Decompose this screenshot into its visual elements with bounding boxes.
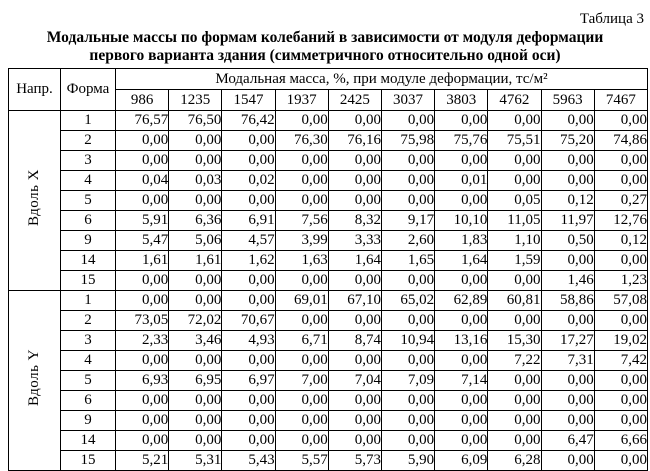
table-row: [9, 331, 648, 351]
table-title-line2: первого варианта здания (симметричного относительно одной оси): [89, 47, 561, 64]
mass-value: 0,05: [488, 191, 541, 211]
mass-value: 0,27: [594, 191, 647, 211]
mass-value: 1,62: [222, 251, 275, 271]
table-row: [9, 371, 648, 391]
mass-value: 0,00: [328, 151, 381, 171]
mass-value: 1,83: [435, 231, 488, 251]
mass-value: 0,00: [169, 391, 222, 411]
form-number: 9: [61, 231, 116, 251]
form-number: 5: [61, 371, 116, 391]
mass-value: 1,64: [435, 251, 488, 271]
mass-value: 17,27: [541, 331, 594, 351]
form-number: 2: [61, 131, 116, 151]
mass-value: 6,09: [435, 451, 488, 471]
mass-value: 0,00: [435, 271, 488, 291]
form-number: 3: [61, 331, 116, 351]
mass-value: 0,00: [328, 411, 381, 431]
mass-value: 76,16: [328, 131, 381, 151]
mass-value: 1,64: [328, 251, 381, 271]
form-number: 2: [61, 311, 116, 331]
mass-value: 65,02: [381, 291, 434, 311]
table-row: [9, 171, 648, 191]
table-row: [9, 311, 648, 331]
mass-value: 0,00: [275, 311, 328, 331]
mass-value: 0,00: [116, 151, 169, 171]
mass-value: 5,06: [169, 231, 222, 251]
mass-value: 0,02: [222, 171, 275, 191]
modulus-header: 4762: [488, 90, 541, 111]
mass-value: 0,00: [488, 431, 541, 451]
mass-value: 60,81: [488, 291, 541, 311]
mass-value: 1,59: [488, 251, 541, 271]
mass-value: 0,00: [116, 291, 169, 311]
form-number: 3: [61, 151, 116, 171]
mass-value: 0,00: [116, 191, 169, 211]
form-number: 9: [61, 411, 116, 431]
form-number: 4: [61, 171, 116, 191]
modulus-header: 1937: [275, 90, 328, 111]
table-row: [9, 291, 648, 311]
mass-value: 1,23: [594, 271, 647, 291]
form-number: 5: [61, 191, 116, 211]
modulus-header: 7467: [594, 90, 647, 111]
direction-label: Вдоль X: [26, 169, 42, 226]
mass-value: 0,00: [381, 171, 434, 191]
mass-value: 1,61: [169, 251, 222, 271]
form-number: 15: [61, 451, 116, 471]
mass-value: 15,30: [488, 331, 541, 351]
mass-value: 5,31: [169, 451, 222, 471]
mass-value: 0,00: [116, 131, 169, 151]
mass-value: 69,01: [275, 291, 328, 311]
direction-label: Вдоль Y: [26, 349, 42, 406]
mass-value: 75,76: [435, 131, 488, 151]
mass-value: 2,60: [381, 231, 434, 251]
mass-value: 0,50: [541, 231, 594, 251]
mass-value: 7,09: [381, 371, 434, 391]
mass-value: 0,00: [541, 111, 594, 131]
mass-value: 0,00: [222, 391, 275, 411]
mass-value: 0,00: [328, 431, 381, 451]
table-caption: Таблица 3: [579, 11, 644, 27]
mass-value: 1,10: [488, 231, 541, 251]
mass-value: 4,57: [222, 231, 275, 251]
mass-value: 7,42: [594, 351, 647, 371]
table-row: [9, 191, 648, 211]
modulus-header: 2425: [328, 90, 381, 111]
mass-value: 0,00: [541, 171, 594, 191]
mass-value: 1,46: [541, 271, 594, 291]
mass-value: 0,00: [594, 311, 647, 331]
mass-value: 3,46: [169, 331, 222, 351]
mass-value: 0,00: [435, 351, 488, 371]
mass-value: 0,00: [169, 351, 222, 371]
table-row: [9, 151, 648, 171]
mass-value: 0,00: [222, 271, 275, 291]
mass-value: 5,57: [275, 451, 328, 471]
mass-value: 0,00: [222, 351, 275, 371]
modal-mass-table: [8, 68, 648, 471]
mass-value: 3,99: [275, 231, 328, 251]
form-number: 1: [61, 111, 116, 131]
mass-value: 0,03: [169, 171, 222, 191]
mass-value: 10,10: [435, 211, 488, 231]
form-number: 14: [61, 251, 116, 271]
mass-value: 0,00: [275, 191, 328, 211]
mass-value: 5,43: [222, 451, 275, 471]
mass-value: 0,00: [169, 411, 222, 431]
mass-value: 0,00: [435, 411, 488, 431]
mass-value: 0,00: [328, 191, 381, 211]
form-number: 1: [61, 291, 116, 311]
mass-value: 73,05: [116, 311, 169, 331]
mass-value: 0,00: [222, 131, 275, 151]
mass-value: 0,00: [116, 271, 169, 291]
mass-value: 11,05: [488, 211, 541, 231]
mass-value: 8,32: [328, 211, 381, 231]
form-number: 14: [61, 431, 116, 451]
mass-value: 70,67: [222, 311, 275, 331]
mass-value: 6,95: [169, 371, 222, 391]
mass-value: 0,00: [222, 411, 275, 431]
mass-value: 0,00: [594, 111, 647, 131]
mass-value: 7,00: [275, 371, 328, 391]
mass-value: 0,00: [541, 391, 594, 411]
mass-value: 0,00: [488, 371, 541, 391]
table-row: [9, 131, 648, 151]
form-number: 6: [61, 211, 116, 231]
mass-value: 6,28: [488, 451, 541, 471]
mass-value: 6,97: [222, 371, 275, 391]
table-body: [9, 111, 648, 471]
mass-value: 0,00: [541, 451, 594, 471]
mass-value: 0,00: [594, 171, 647, 191]
mass-value: 0,00: [381, 191, 434, 211]
modulus-header: 3803: [435, 90, 488, 111]
mass-value: 0,00: [275, 111, 328, 131]
mass-value: 0,00: [381, 431, 434, 451]
mass-value: 62,89: [435, 291, 488, 311]
mass-value: 0,00: [488, 171, 541, 191]
mass-value: 0,00: [275, 271, 328, 291]
mass-value: 8,74: [328, 331, 381, 351]
mass-value: 6,36: [169, 211, 222, 231]
mass-value: 12,76: [594, 211, 647, 231]
mass-value: 0,00: [488, 311, 541, 331]
mass-value: 0,00: [222, 151, 275, 171]
mass-value: 11,97: [541, 211, 594, 231]
mass-value: 0,00: [435, 391, 488, 411]
table-row: [9, 411, 648, 431]
mass-value: 57,08: [594, 291, 647, 311]
mass-value: 0,00: [488, 411, 541, 431]
mass-value: 76,30: [275, 131, 328, 151]
modulus-header: 1547: [222, 90, 275, 111]
mass-value: 0,00: [594, 411, 647, 431]
mass-value: 5,47: [116, 231, 169, 251]
mass-value: 76,57: [116, 111, 169, 131]
modulus-header: 986: [116, 90, 169, 111]
mass-value: 0,00: [381, 351, 434, 371]
table-row: [9, 431, 648, 451]
mass-value: 76,50: [169, 111, 222, 131]
mass-value: 0,00: [381, 151, 434, 171]
mass-value: 0,00: [328, 391, 381, 411]
mass-value: 0,00: [594, 451, 647, 471]
mass-value: 4,93: [222, 331, 275, 351]
mass-value: 1,63: [275, 251, 328, 271]
mass-value: 0,00: [541, 411, 594, 431]
table-row: [9, 251, 648, 271]
mass-value: 0,00: [328, 111, 381, 131]
mass-value: 58,86: [541, 291, 594, 311]
mass-value: 5,90: [381, 451, 434, 471]
mass-value: 13,16: [435, 331, 488, 351]
mass-value: 0,00: [435, 311, 488, 331]
mass-value: 0,00: [541, 251, 594, 271]
mass-value: 6,66: [594, 431, 647, 451]
form-number: 4: [61, 351, 116, 371]
mass-value: 0,04: [116, 171, 169, 191]
mass-value: 19,02: [594, 331, 647, 351]
mass-value: 7,04: [328, 371, 381, 391]
mass-value: 74,86: [594, 131, 647, 151]
mass-value: 67,10: [328, 291, 381, 311]
mass-value: 0,00: [169, 131, 222, 151]
mass-value: 0,00: [328, 351, 381, 371]
mass-value: 3,33: [328, 231, 381, 251]
mass-value: 5,91: [116, 211, 169, 231]
document-page: [0, 10, 650, 468]
mass-value: 0,00: [594, 251, 647, 271]
mass-value: 0,00: [381, 411, 434, 431]
mass-value: 0,00: [435, 111, 488, 131]
mass-value: 0,00: [435, 431, 488, 451]
mass-value: 0,00: [169, 191, 222, 211]
mass-value: 0,00: [381, 111, 434, 131]
mass-value: 0,00: [169, 431, 222, 451]
mass-value: 0,00: [488, 151, 541, 171]
header-row-1: [9, 69, 648, 90]
mass-value: 7,14: [435, 371, 488, 391]
form-number: 6: [61, 391, 116, 411]
table-row: [9, 111, 648, 131]
mass-value: 0,00: [116, 351, 169, 371]
mass-value: 75,20: [541, 131, 594, 151]
mass-value: 7,31: [541, 351, 594, 371]
mass-value: 0,00: [116, 411, 169, 431]
mass-value: 2,33: [116, 331, 169, 351]
mass-value: 0,00: [541, 151, 594, 171]
mass-value: 5,21: [116, 451, 169, 471]
mass-value: 0,00: [275, 171, 328, 191]
modulus-header: 1235: [169, 90, 222, 111]
mass-value: 0,00: [435, 151, 488, 171]
mass-value: 6,47: [541, 431, 594, 451]
mass-value: 0,00: [381, 311, 434, 331]
mass-value: 0,00: [169, 151, 222, 171]
mass-value: 0,00: [169, 291, 222, 311]
mass-value: 0,00: [222, 291, 275, 311]
table-title: [0, 29, 650, 65]
table-row: [9, 351, 648, 371]
mass-value: 0,00: [328, 171, 381, 191]
direction-cell: [9, 291, 61, 471]
mass-value: 72,02: [169, 311, 222, 331]
table-title-line1: Модальные массы по формам колебаний в зависимости от модуля деформации: [46, 29, 604, 46]
direction-cell: [9, 111, 61, 291]
mass-value: 0,12: [541, 191, 594, 211]
mass-value: 10,94: [381, 331, 434, 351]
table-row: [9, 451, 648, 471]
mass-value: 1,65: [381, 251, 434, 271]
mass-value: 5,73: [328, 451, 381, 471]
mass-value: 0,00: [275, 391, 328, 411]
mass-value: 0,00: [488, 391, 541, 411]
mass-value: 0,00: [275, 411, 328, 431]
mass-value: 75,98: [381, 131, 434, 151]
mass-value: 0,00: [169, 271, 222, 291]
mass-value: 6,93: [116, 371, 169, 391]
mass-value: 0,00: [275, 151, 328, 171]
mass-value: 0,00: [594, 391, 647, 411]
mass-value: 6,71: [275, 331, 328, 351]
modulus-header: 5963: [541, 90, 594, 111]
header-direction: Напр.: [9, 69, 61, 111]
mass-value: 0,00: [381, 271, 434, 291]
mass-value: 0,00: [222, 431, 275, 451]
mass-value: 0,00: [275, 431, 328, 451]
mass-value: 0,00: [594, 151, 647, 171]
mass-value: 1,61: [116, 251, 169, 271]
header-modal-mass: Модальная масса, %, при модуле деформации, тс/м²: [116, 69, 648, 90]
mass-value: 0,01: [435, 171, 488, 191]
mass-value: 0,00: [594, 371, 647, 391]
modulus-header: 3037: [381, 90, 434, 111]
table-row: [9, 391, 648, 411]
table-row: [9, 231, 648, 251]
table-row: [9, 211, 648, 231]
mass-value: 0,00: [328, 311, 381, 331]
form-number: 15: [61, 271, 116, 291]
table-row: [9, 271, 648, 291]
mass-value: 0,00: [222, 191, 275, 211]
mass-value: 0,00: [488, 271, 541, 291]
mass-value: 0,00: [488, 111, 541, 131]
mass-value: 9,17: [381, 211, 434, 231]
mass-value: 0,00: [435, 191, 488, 211]
mass-value: 7,22: [488, 351, 541, 371]
mass-value: 0,00: [116, 431, 169, 451]
mass-value: 6,91: [222, 211, 275, 231]
mass-value: 76,42: [222, 111, 275, 131]
header-form: Форма: [61, 69, 116, 111]
mass-value: 0,00: [381, 391, 434, 411]
mass-value: 75,51: [488, 131, 541, 151]
mass-value: 0,00: [328, 271, 381, 291]
mass-value: 0,00: [116, 391, 169, 411]
mass-value: 7,56: [275, 211, 328, 231]
mass-value: 0,00: [275, 351, 328, 371]
mass-value: 0,12: [594, 231, 647, 251]
mass-value: 0,00: [541, 371, 594, 391]
mass-value: 0,00: [541, 311, 594, 331]
